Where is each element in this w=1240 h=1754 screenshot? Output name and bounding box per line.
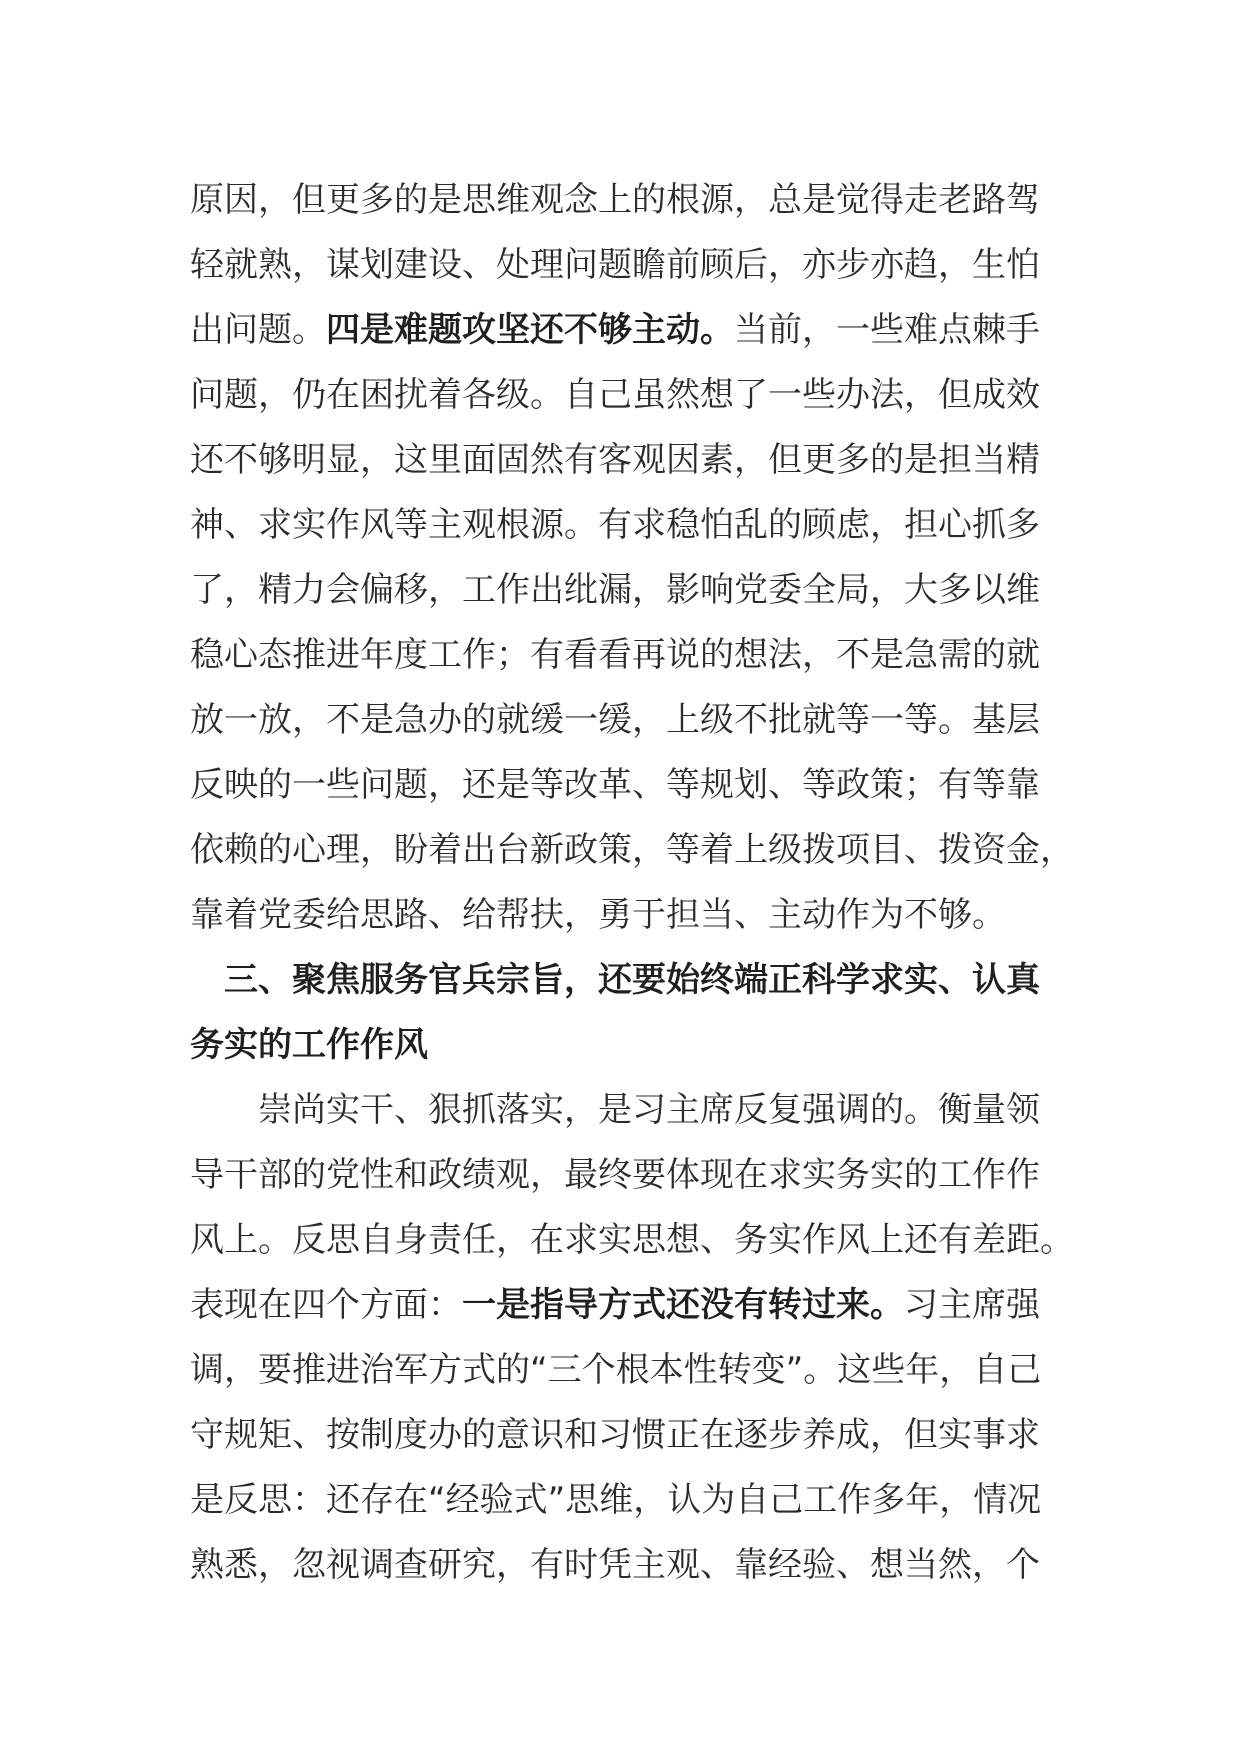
heading-line: 务实的工作作风 — [190, 1025, 428, 1065]
text-line: 熟悉，忽视调查研究，有时凭主观、靠经验、想当然，个 — [190, 1545, 1040, 1585]
text-line: 原因，但更多的是思维观念上的根源，总是觉得走老路驾 — [190, 180, 1040, 220]
text-run: 表现在四个方面： — [190, 1285, 462, 1325]
text-line: 还不够明显，这里面固然有客观因素，但更多的是担当精 — [190, 440, 1040, 480]
text-run: 出问题。 — [190, 310, 326, 350]
paragraph — [190, 1078, 1074, 1598]
text-line — [190, 298, 1070, 363]
text-line: 稳心态推进年度工作；有看看再说的想法，不是急需的就 — [190, 635, 1040, 675]
text-line: 导干部的党性和政绩观，最终要体现在求实务实的工作作 — [190, 1155, 1040, 1195]
text-line: 崇尚实干、狠抓落实，是习主席反复强调的。衡量领 — [258, 1090, 1040, 1130]
text-line: 是反思：还存在“经验式”思维，认为自己工作多年，情况 — [190, 1480, 1042, 1520]
bold-point-four: 四是难题攻坚还不够主动。 — [326, 310, 734, 350]
text-line: 轻就熟，谋划建设、处理问题瞻前顾后，亦步亦趋，生怕 — [190, 245, 1040, 285]
text-line — [190, 1273, 1070, 1338]
section-heading — [190, 948, 1070, 1078]
text-line: 问题，仍在困扰着各级。自己虽然想了一些办法，但成效 — [190, 375, 1040, 415]
heading-line: 三、聚焦服务官兵宗旨，还要始终端正科学求实、认真 — [224, 960, 1040, 1000]
text-line: 神、求实作风等主观根源。有求稳怕乱的顾虑，担心抓多 — [190, 505, 1040, 545]
text-line: 靠着党委给思路、给帮扶，勇于担当、主动作为不够。 — [190, 895, 1006, 935]
text-line: 反映的一些问题，还是等改革、等规划、等政策；有等靠 — [190, 765, 1040, 805]
paragraph-continued — [190, 168, 1074, 948]
bold-point-one: 一是指导方式还没有转过来。 — [462, 1285, 904, 1325]
text-line: 放一放，不是急办的就缓一缓，上级不批就等一等。基层 — [190, 700, 1040, 740]
text-run: 当前，一些难点棘手 — [734, 310, 1040, 350]
text-line: 风上。反思自身责任，在求实思想、务实作风上还有差距。 — [190, 1220, 1074, 1260]
text-line: 了，精力会偏移，工作出纰漏，影响党委全局，大多以维 — [190, 570, 1040, 610]
document-page — [190, 168, 1074, 1598]
text-line: 守规矩、按制度办的意识和习惯正在逐步养成，但实事求 — [190, 1415, 1040, 1455]
text-line: 调，要推进治军方式的“三个根本性转变”。这些年，自己 — [190, 1350, 1042, 1390]
text-line: 依赖的心理，盼着出台新政策，等着上级拨项目、拨资金， — [190, 830, 1074, 870]
text-run: 习主席强 — [904, 1285, 1040, 1325]
